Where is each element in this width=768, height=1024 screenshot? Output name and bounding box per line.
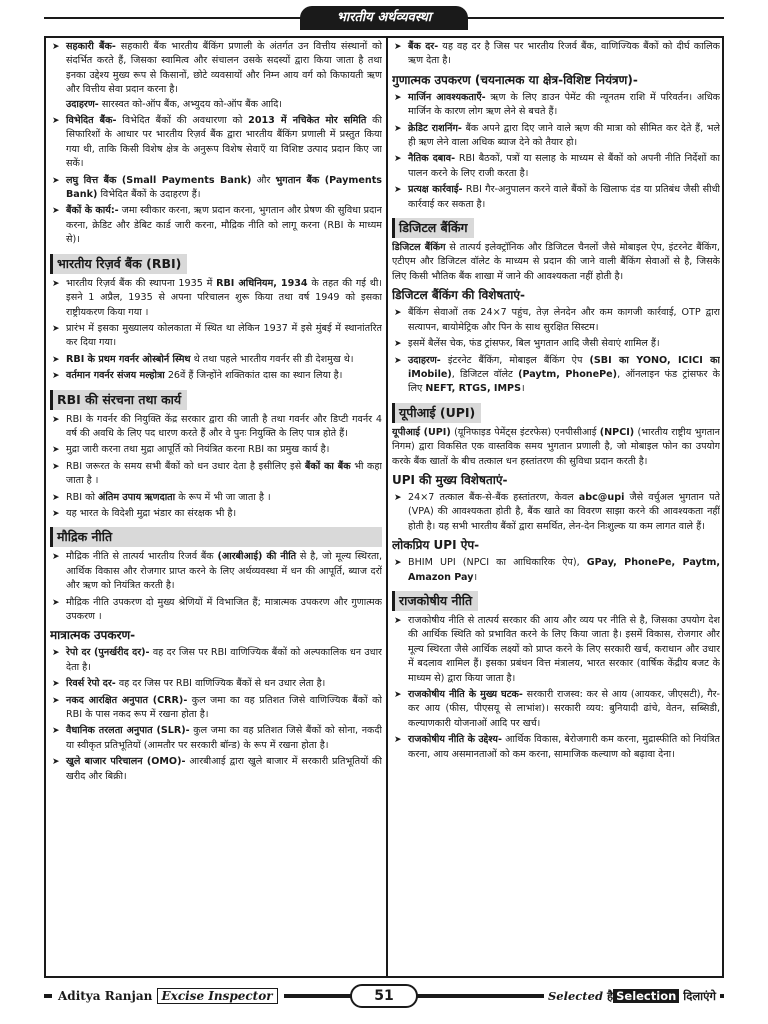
section-heading-digital-banking: डिजिटल बैंकिंग: [392, 218, 474, 238]
subheading-upi-apps: लोकप्रिय UPI ऐप-: [392, 538, 480, 553]
section-heading-rbi: भारतीय रिज़र्व बैंक (RBI): [50, 254, 187, 274]
list-item: ➤ मौद्रिक नीति उपकरण दो मुख्य श्रेणियों में विभाजित हैं; मात्रात्मक उपकरण और गुणात्मक उपकरण ।: [50, 596, 382, 625]
arrow-bullet-icon: ➤: [394, 123, 402, 134]
arrow-bullet-icon: ➤: [52, 695, 60, 706]
list-item: ➤ उदाहरण- इंटरनेट बैंकिंग, मोबाइल बैंकिंग ऐप (SBI का YONO, ICICI का iMobile), डिजिटल वॉलेट (Paytm, PhonePe), ऑनलाइन फंड ट्रांसफर के लिए NEFT, RTGS, IMPS।: [392, 354, 720, 397]
arrow-bullet-icon: ➤: [52, 323, 60, 334]
arrow-bullet-icon: ➤: [52, 679, 60, 690]
list-item: ➤ प्रत्यक्ष कार्रवाई- RBI गैर-अनुपालन करने वाले बैंकों के खिलाफ दंड या प्रतिबंध जैसी सीधी कार्रवाई कर सकता है।: [392, 183, 720, 212]
header-title: भारतीय अर्थव्यवस्था: [300, 6, 468, 30]
arrow-bullet-icon: ➤: [52, 414, 60, 425]
arrow-bullet-icon: ➤: [394, 690, 402, 700]
list-item: ➤ मुद्रा जारी करना तथा मुद्रा आपूर्ति को नियंत्रित करना RBI का प्रमुख कार्य है।: [50, 443, 382, 457]
arrow-bullet-icon: ➤: [394, 185, 402, 196]
arrow-bullet-icon: ➤: [394, 308, 402, 319]
subheading-digital-features: डिजिटल बैंकिंग की विशेषताएं-: [392, 288, 525, 303]
list-item: ➤ यह भारत के विदेशी मुद्रा भंडार का संरक्षक भी है।: [50, 507, 382, 521]
list-item: ➤ राजकोषीय नीति से तात्पर्य सरकार की आय और व्यय पर नीति से है, जिसका उपयोग देश की आर्थिक स्थिति को प्रभावित करने के लिए किया जाता है। इसमें विकास, रोजगार और मूल्य स्थिरता जैसे आर्थिक लक्ष्यों को प्राप्त करने के लिए सरकारी खर्च, कराधान और उधार में बदलाव शामिल हैं। इसका प्रबंधन वित्त मंत्रालय, भारत सरकार (वार्षिक केंद्रीय बजट के माध्यम से) द्वारा किया जाता है।: [392, 614, 720, 686]
arrow-bullet-icon: ➤: [394, 92, 402, 103]
paragraph-digital-banking: डिजिटल बैंकिंग से तात्पर्य इलेक्ट्रॉनिक और डिजिटल चैनलों जैसे मोबाइल ऐप, इंटरनेट बैंकिंग, एटीएम और डिजिटल वॉलेट के माध्यम से प्रदान की जाने वाली बैंकिंग सेवाओं से है, जिसके लिए किसी भौतिक बैंक शाखा में जाने की आवश्यकता नहीं होती है।: [392, 242, 720, 282]
arrow-bullet-icon: ➤: [52, 175, 60, 186]
list-item: ➤ लघु वित्त बैंक (Small Payments Bank) और भुगतान बैंक (Payments Bank) विभेदित बैंकों के उदाहरण हैं।: [50, 174, 382, 203]
list-item: ➤ राजकोषीय नीति के मुख्य घटक- सरकारी राजस्व: कर से आय (आयकर, जीएसटी), गैर-कर आय (फीस, पीएसयू से लाभांश)। सरकारी व्यय: बुनियादी ढांचे, वेतन, सब्सिडी, कल्याणकारी योजनाओं आदि पर खर्च।: [392, 688, 720, 731]
subheading-qualitative-tools: गुणात्मक उपकरण (चयनात्मक या क्षेत्र-विशिष्ट नियंत्रण)-: [392, 72, 638, 87]
subheading-quantitative-tools: मात्रात्मक उपकरण-: [50, 628, 136, 643]
arrow-bullet-icon: ➤: [394, 615, 402, 626]
arrow-bullet-icon: ➤: [52, 508, 60, 519]
list-item: ➤ वर्तमान गवर्नर संजय मल्होत्रा 26वें हैं जिन्होंने शक्तिकांत दास का स्थान लिया है।: [50, 369, 382, 383]
list-item: ➤ खुले बाजार परिचालन (OMO)- आरबीआई द्वारा खुले बाजार में सरकारी प्रतिभूतियों की खरीद और बिक्री।: [50, 755, 382, 784]
arrow-bullet-icon: ➤: [52, 648, 60, 659]
arrow-bullet-icon: ➤: [394, 339, 402, 350]
arrow-bullet-icon: ➤: [394, 558, 402, 569]
list-item: ➤ बैंक दर- यह वह दर है जिस पर भारतीय रिजर्व बैंक, वाणिज्यिक बैंकों को दीर्घ कालिक ऋण देता है।: [392, 40, 720, 69]
list-item: ➤ राजकोषीय नीति के उद्देश्य- आर्थिक विकास, बेरोजगारी कम करना, मुद्रास्फीति को नियंत्रित करना, आय असमानताओं को कम करना, सामाजिक कल्याण को बढ़ावा देना।: [392, 733, 720, 762]
list-item: ➤ विभेदित बैंक- विभेदित बैंकों की अवधारणा को 2013 में नचिकेत मोर समिति की सिफारिशों के आधार पर भारतीय रिज़र्व बैंक द्वारा भारतीय बैंकिंग प्रणाली में प्रस्तुत किया गया थी, ताकि किसी विशेष क्षेत्र के अनुरूप विशेष सेवाएँ या विशिष्ट उत्पाद प्रदान किए जा सकें।: [50, 114, 382, 172]
right-column: [392, 40, 720, 974]
subheading-upi-features: UPI की मुख्य विशेषताएं-: [392, 472, 508, 487]
arrow-bullet-icon: ➤: [52, 492, 60, 503]
list-item: ➤ नैतिक दबाव- RBI बैठकों, पत्रों या सलाह के माध्यम से बैंकों को अपनी नीति निर्देशों का पालन करने के लिए राजी करता है।: [392, 152, 720, 181]
list-item: ➤ क्रेडिट राशनिंग- बैंक अपने द्वारा दिए जाने वाले ऋण की मात्रा को सीमित कर देते हैं, भले ही ऋण लेने वाला अधिक ब्याज देने को तैयार हो।: [392, 122, 720, 151]
arrow-bullet-icon: ➤: [394, 735, 402, 746]
arrow-bullet-icon: ➤: [52, 445, 60, 456]
list-item: ➤ बैंकिंग सेवाओं तक 24×7 पहुंच, तेज़ लेनदेन और कम कागजी कार्रवाई, OTP द्वारा सत्यापन, बायोमेट्रिक और पिन के साथ सुरक्षित सिस्टम।: [392, 306, 720, 335]
list-item: ➤ बैंकों के कार्य:- जमा स्वीकार करना, ऋण प्रदान करना, भुगतान और प्रेषण की सुविधा प्रदान करना, क्रेडिट और डेबिट कार्ड जारी करना, मौद्रिक नीति को लागू करना (RBI के माध्यम से)।: [50, 204, 382, 247]
arrow-bullet-icon: ➤: [394, 42, 402, 52]
list-item: ➤ RBI जरूरत के समय सभी बैंकों को धन उधार देता है इसीलिए इसे बैंकों का बैंक भी कहा जाता है ।: [50, 460, 382, 489]
left-column: [50, 40, 382, 974]
arrow-bullet-icon: ➤: [52, 552, 60, 563]
list-item: ➤ RBI को अंतिम उपाय ऋणदाता के रूप में भी जा जाता है ।: [50, 491, 382, 505]
arrow-bullet-icon: ➤: [52, 116, 60, 127]
list-item: ➤ 24×7 तत्काल बैंक-से-बैंक हस्तांतरण, केवल abc@upi जैसे वर्चुअल भुगतान पते (VPA) की आवश्यकता होती है, बैंक खाते का विवरण साझा करने की आवश्यकता नहीं होती है। यह सभी भारतीय बैंकों द्वारा समर्थित, लेन-देन निःशुल्क या कम लागत वाले हैं।: [392, 491, 720, 534]
list-item: ➤ RBI के गवर्नर की नियुक्ति केंद्र सरकार द्वारा की जाती है तथा गवर्नर और डिप्टी गवर्नर 4 वर्ष की अवधि के लिए पद धारण करते हैं और वे पुनः नियुक्ति के लिए पात्र होते हैं।: [50, 413, 382, 442]
paragraph-upi: यूपीआई (UPI) (यूनिफाइड पेमेंट्स इंटरफेस) एनपीसीआई (NPCI) (भारतीय राष्ट्रीय भुगतान निगम) द्वारा विकसित एक वास्तविक समय भुगतान प्रणाली है, जो मोबाइल फोन का उपयोग करके बैंक खातों के बीच तत्काल धन हस्तांतरण की सुविधा प्रदान करती है।: [392, 426, 720, 467]
arrow-bullet-icon: ➤: [52, 757, 60, 768]
list-item: ➤ मार्जिन आवश्यकताएँ- ऋण के लिए डाउन पेमेंट की न्यूनतम राशि में परिवर्तन। अधिक मार्जिन के कारण लोग ऋण लेने से बचते हैं।: [392, 91, 720, 120]
arrow-bullet-icon: ➤: [52, 354, 60, 365]
list-item: ➤ मौद्रिक नीति से तात्पर्य भारतीय रिजर्व बैंक (आरबीआई) की नीति से है, जो मूल्य स्थिरता, आर्थिक विकास और रोजगार प्राप्त करने के लिए अर्थव्यवस्था में धन की आपूर्ति, ब्याज दरों और ऋण को नियंत्रित करती है।: [50, 550, 382, 593]
page-number: 51: [350, 984, 418, 1008]
footer-author: Aditya Ranjan Excise Inspector: [52, 986, 284, 1006]
footer-tagline: Selected है Selection दिलाएंगे: [544, 986, 720, 1006]
arrow-bullet-icon: ➤: [394, 492, 402, 503]
arrow-bullet-icon: ➤: [52, 42, 60, 52]
arrow-bullet-icon: ➤: [52, 597, 60, 608]
page-footer: [44, 982, 724, 1012]
list-item: ➤ वैधानिक तरलता अनुपात (SLR)- कुल जमा का वह प्रतिशत जिसे बैंकों को सोना, नकदी या स्वीकृत प्रतिभूतियों (आमतौर पर सरकारी बॉन्ड) के रूप में रखना होता है।: [50, 724, 382, 753]
column-divider: [386, 36, 388, 978]
section-heading-monetary-policy: मौद्रिक नीति: [50, 527, 382, 547]
section-heading-fiscal-policy: राजकोषीय नीति: [392, 591, 478, 611]
arrow-bullet-icon: ➤: [394, 154, 402, 165]
list-item: ➤ RBI के प्रथम गवर्नर ओस्बोर्न स्मिथ थे तथा पहले भारतीय गवर्नर सी डी देशमुख थे।: [50, 353, 382, 367]
arrow-bullet-icon: ➤: [52, 726, 60, 737]
arrow-bullet-icon: ➤: [52, 206, 60, 217]
list-item: ➤ सहकारी बैंक- सहकारी बैंक भारतीय बैंकिंग प्रणाली के अंतर्गत उन वित्तीय संस्थानों को संदर्भित करते हैं, जिसका स्वामित्व और संचालन उसके सदस्यों द्वारा किया जाता है तथा इनका उद्देश्य मुख्य रूप से किसानों, छोटे व्यवसायों और निम्न आय वर्ग को किफायती ऋण और वित्तीय सेवा प्रदान करना है। उदाहरण- सारस्वत को-ऑप बैंक, अभ्युदय को-ऑप बैंक आदि।: [50, 40, 382, 112]
list-item: ➤ रेपो दर (पुनर्खरीद दर)- वह दर जिस पर RBI वाणिज्यिक बैंकों को अल्पकालिक धन उधार देता है।: [50, 646, 382, 675]
section-heading-upi: यूपीआई (UPI): [392, 403, 481, 423]
list-item: ➤ BHIM UPI (NPCI का आधिकारिक ऐप), GPay, PhonePe, Paytm, Amazon Pay।: [392, 556, 720, 585]
arrow-bullet-icon: ➤: [52, 461, 60, 472]
page-header: [0, 6, 768, 30]
list-item: ➤ इसमें बैलेंस चेक, फंड ट्रांसफर, बिल भुगतान आदि जैसी सेवाएं शामिल हैं।: [392, 337, 720, 351]
section-heading-rbi-structure: RBI की संरचना तथा कार्य: [50, 390, 187, 410]
arrow-bullet-icon: ➤: [52, 278, 60, 289]
list-item: ➤ रिवर्स रेपो दर- वह दर जिस पर RBI वाणिज्यिक बैंकों से धन उधार लेता है।: [50, 677, 382, 691]
list-item: ➤ नकद आरक्षित अनुपात (CRR)- कुल जमा का वह प्रतिशत जिसे वाणिज्यिक बैंकों को RBI के पास नकद रूप में रखना होता है।: [50, 694, 382, 723]
list-item: ➤ प्रारंभ में इसका मुख्यालय कोलकाता में स्थित था लेकिन 1937 में इसे मुंबई में स्थानांतरित कर दिया गया।: [50, 322, 382, 351]
arrow-bullet-icon: ➤: [394, 355, 402, 366]
arrow-bullet-icon: ➤: [52, 371, 60, 382]
list-item: ➤ भारतीय रिज़र्व बैंक की स्थापना 1935 में RBI अधिनियम, 1934 के तहत की गई थी। इसने 1 अप्रैल, 1935 से अपना परिचालन शुरू किया तथा वर्ष 1949 को इसका राष्ट्रीयकरण किया गया ।: [50, 277, 382, 320]
